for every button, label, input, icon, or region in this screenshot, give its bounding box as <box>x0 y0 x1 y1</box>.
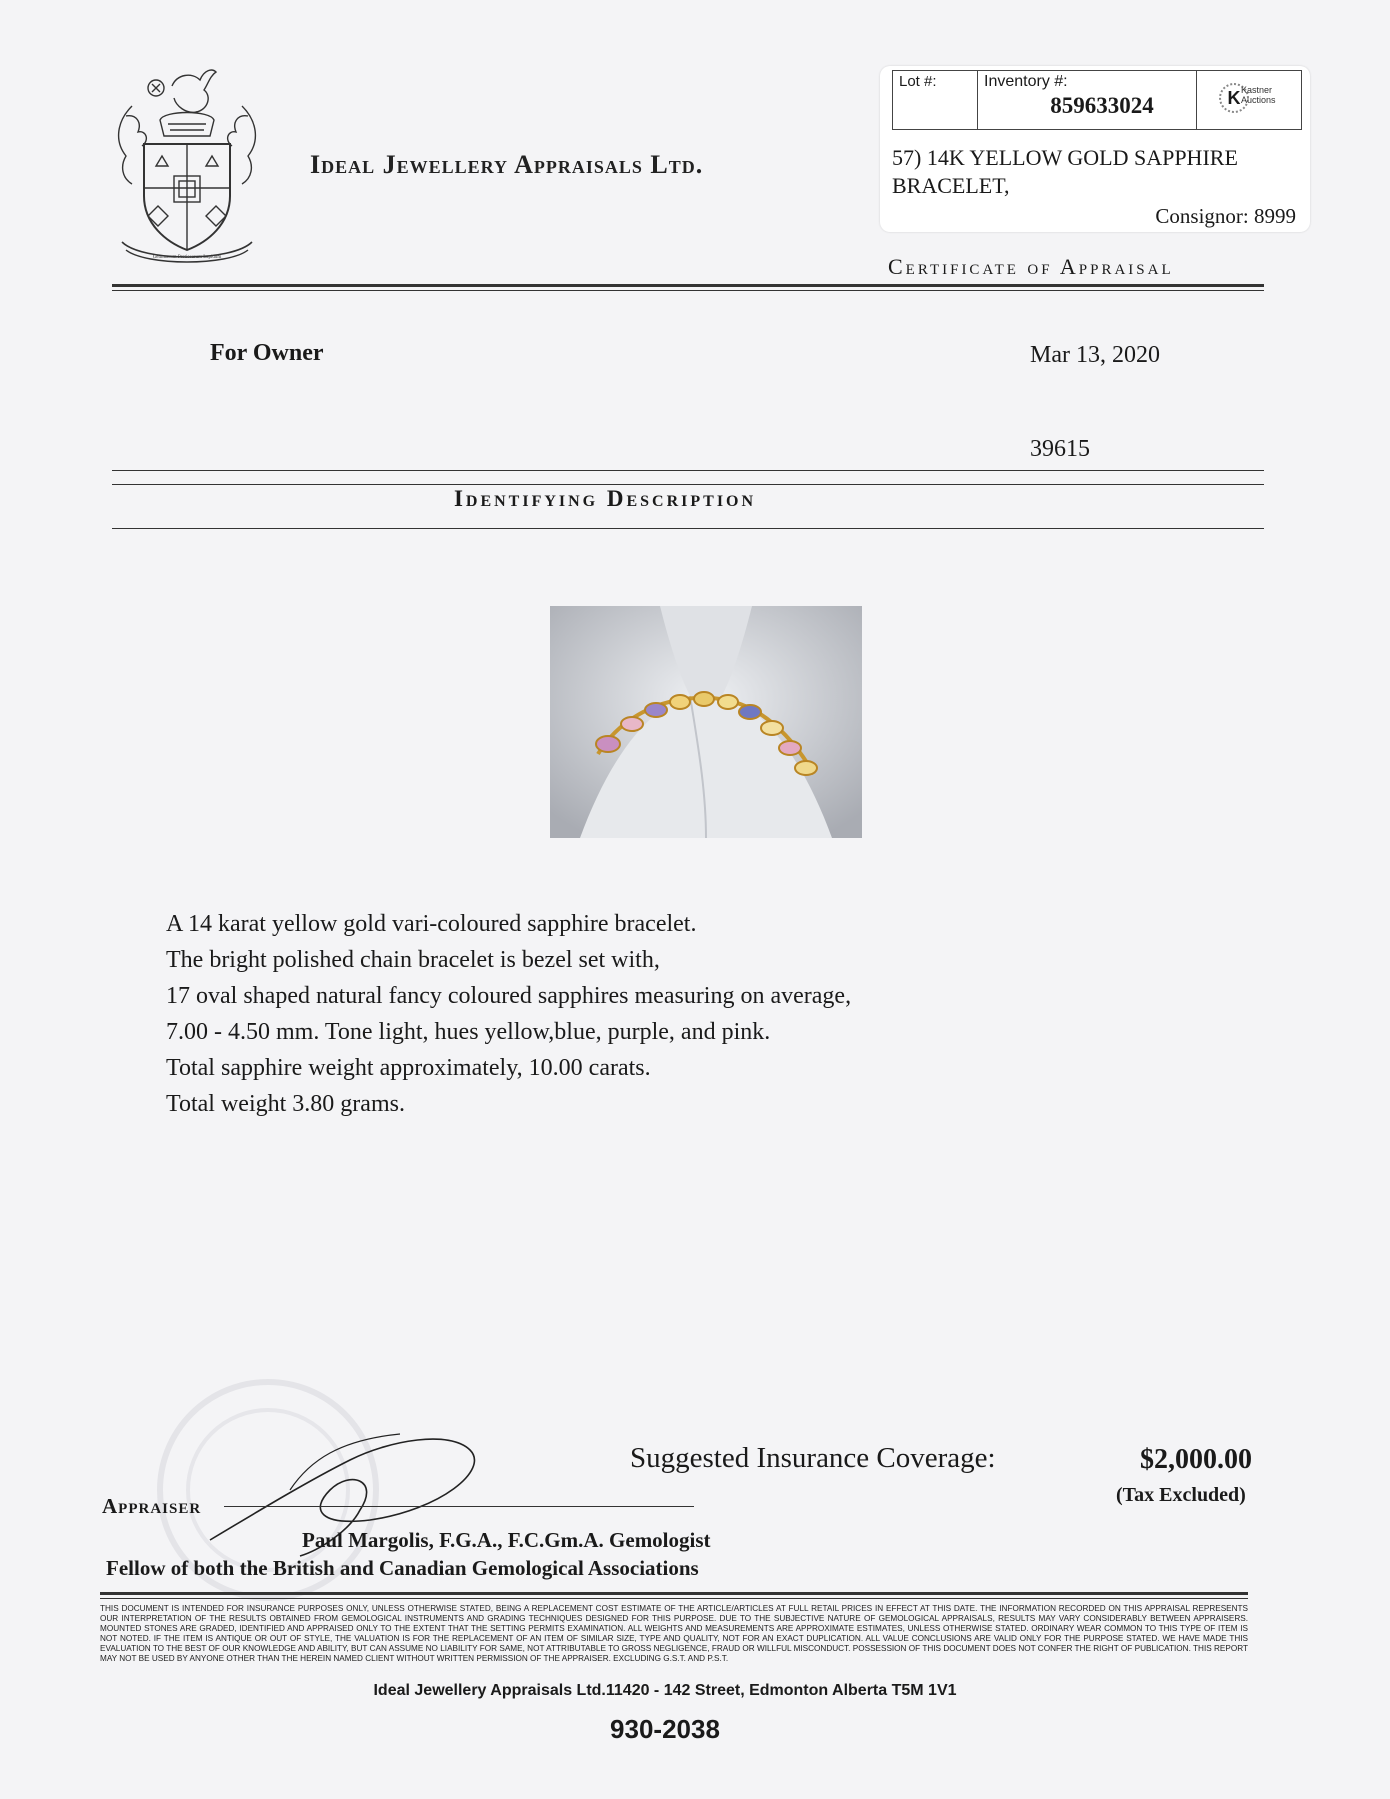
divider <box>112 290 1264 291</box>
company-crest <box>112 66 262 266</box>
item-description <box>166 906 851 1122</box>
divider <box>100 1592 1248 1595</box>
lot-label: Lot #: <box>893 71 978 130</box>
reference-number: 39615 <box>1030 436 1090 462</box>
inventory-number: 859633024 <box>1050 93 1154 118</box>
description-line: 17 oval shaped natural fancy coloured sapphires measuring on average, <box>166 983 852 1009</box>
auction-logo-letter: K <box>1219 83 1249 113</box>
divider <box>112 284 1264 287</box>
description-line: A 14 karat yellow gold vari-coloured sapphire bracelet. <box>166 911 697 937</box>
description-line: Total weight 3.80 grams. <box>166 1091 405 1117</box>
identifying-title: Identifying Description <box>453 486 757 511</box>
divider <box>112 528 1264 529</box>
signature-line <box>224 1506 694 1507</box>
consignor: Consignor: 8999 <box>1155 204 1296 228</box>
certificate-title: Certificate of Appraisal <box>888 254 1174 279</box>
divider <box>112 470 1264 471</box>
auction-logo <box>1197 71 1302 130</box>
lot-description: 57) 14K YELLOW GOLD SAPPHIRE BRACELET, <box>892 145 1238 198</box>
footer-address: Ideal Jewellery Appraisals Ltd.11420 - 142 Street, Edmonton Alberta T5M 1V1 <box>373 1682 957 1699</box>
divider <box>100 1598 1248 1599</box>
sticker-table <box>892 70 1302 130</box>
description-line: The bright polished chain bracelet is bezel set with, <box>166 947 660 973</box>
coverage-label: Suggested Insurance Coverage: <box>630 1442 996 1474</box>
description-line: Total sapphire weight approximately, 10.00 carats. <box>166 1055 651 1081</box>
company-name: Ideal Jewellery Appraisals Ltd. <box>310 150 704 179</box>
bracelet-photo <box>550 606 862 838</box>
footer-phone: 930-2038 <box>610 1714 720 1744</box>
appraiser-name: Paul Margolis, F.G.A., F.C.Gm.A. Gemologist <box>302 1528 711 1552</box>
crest-motto: Gemmarum Pretiosarum Lapidum <box>152 255 222 260</box>
appraiser-credentials: Fellow of both the British and Canadian Gemological Associations <box>106 1556 699 1580</box>
inventory-cell <box>978 71 1197 130</box>
coverage-value: $2,000.00 <box>1140 1444 1252 1475</box>
inventory-label: Inventory #: <box>984 73 1068 90</box>
auction-logo-text: Kastner Auctions <box>1241 85 1276 105</box>
tax-note: (Tax Excluded) <box>1116 1484 1246 1506</box>
appraisal-date: Mar 13, 2020 <box>1030 342 1160 368</box>
divider <box>112 484 1264 485</box>
lot-sticker <box>880 66 1310 232</box>
owner-label: For Owner <box>210 340 324 366</box>
appraiser-label: Appraiser <box>102 1494 202 1518</box>
disclaimer: THIS DOCUMENT IS INTENDED FOR INSURANCE PURPOSES ONLY, UNLESS OTHERWISE STATED, BEING A REPLACEMENT COST ESTIMATE OF THE ARTICLE/ARTICLES AT FULL RETAIL PRICES IN EFFECT AT THIS DATE. THE INFORMATION RECORDED ON THIS APPRAISAL REPRESENTS OUR INTERPRETATION OF THE RESULTS OBTAINED FROM GEMOLOGICAL INSTRUMENTS AND GRADING TECHNIQUES DESIGNED FOR THIS PURPOSE. DUE TO THE SUBJECTIVE NATURE OF GEMOLOGICAL APPRAISALS, RESULTS MAY VARY CONSIDERABLY BETWEEN APPRAISERS. MOUNTED STONES ARE GRADED, IDENTIFIED AND APPRAISED ONLY TO THE EXTENT THAT THE SETTING PERMITS EXAMINATION. ALL WEIGHTS AND MEASUREMENTS ARE APPROXIMATE ESTIMATES, UNLESS OTHERWISE STATED. ORDINARY WEAR COMMON TO THIS TYPE OF ITEM IS NOT NOTED. IF THE ITEM IS ANTIQUE OR OUT OF STYLE, THE VALUATION IS FOR THE REPLACEMENT OF AN ITEM OF SIMILAR SIZE, TYPE AND QUALITY, NOT FOR AN EXACT DUPLICATION. ALL VALUE CONCLUSIONS ARE VALID ONLY FOR THE PURPOSE STATED. WE HAVE MADE THIS EVALUATION TO THE BEST OF OUR KNOWLEDGE AND ABILITY, BUT CAN ASSUME NO LIABILITY FOR SAME, NOT ATTRIBUTABLE TO GROSS NEGLIGENCE, FRAUD OR WILLFUL MISCONDUCT. POSSESSION OF THIS DOCUMENT DOES NOT CONFER THE RIGHT OF PUBLICATION. THIS REPORT MAY NOT BE USED BY ANYONE OTHER THAN THE HEREIN NAMED CLIENT WITHOUT WRITTEN PERMISSION OF THE APPRAISER. EXCLUDING G.S.T. AND P.S.T. <box>100 1604 1248 1663</box>
description-line: 7.00 - 4.50 mm. Tone light, hues yellow,blue, purple, and pink. <box>166 1019 771 1045</box>
